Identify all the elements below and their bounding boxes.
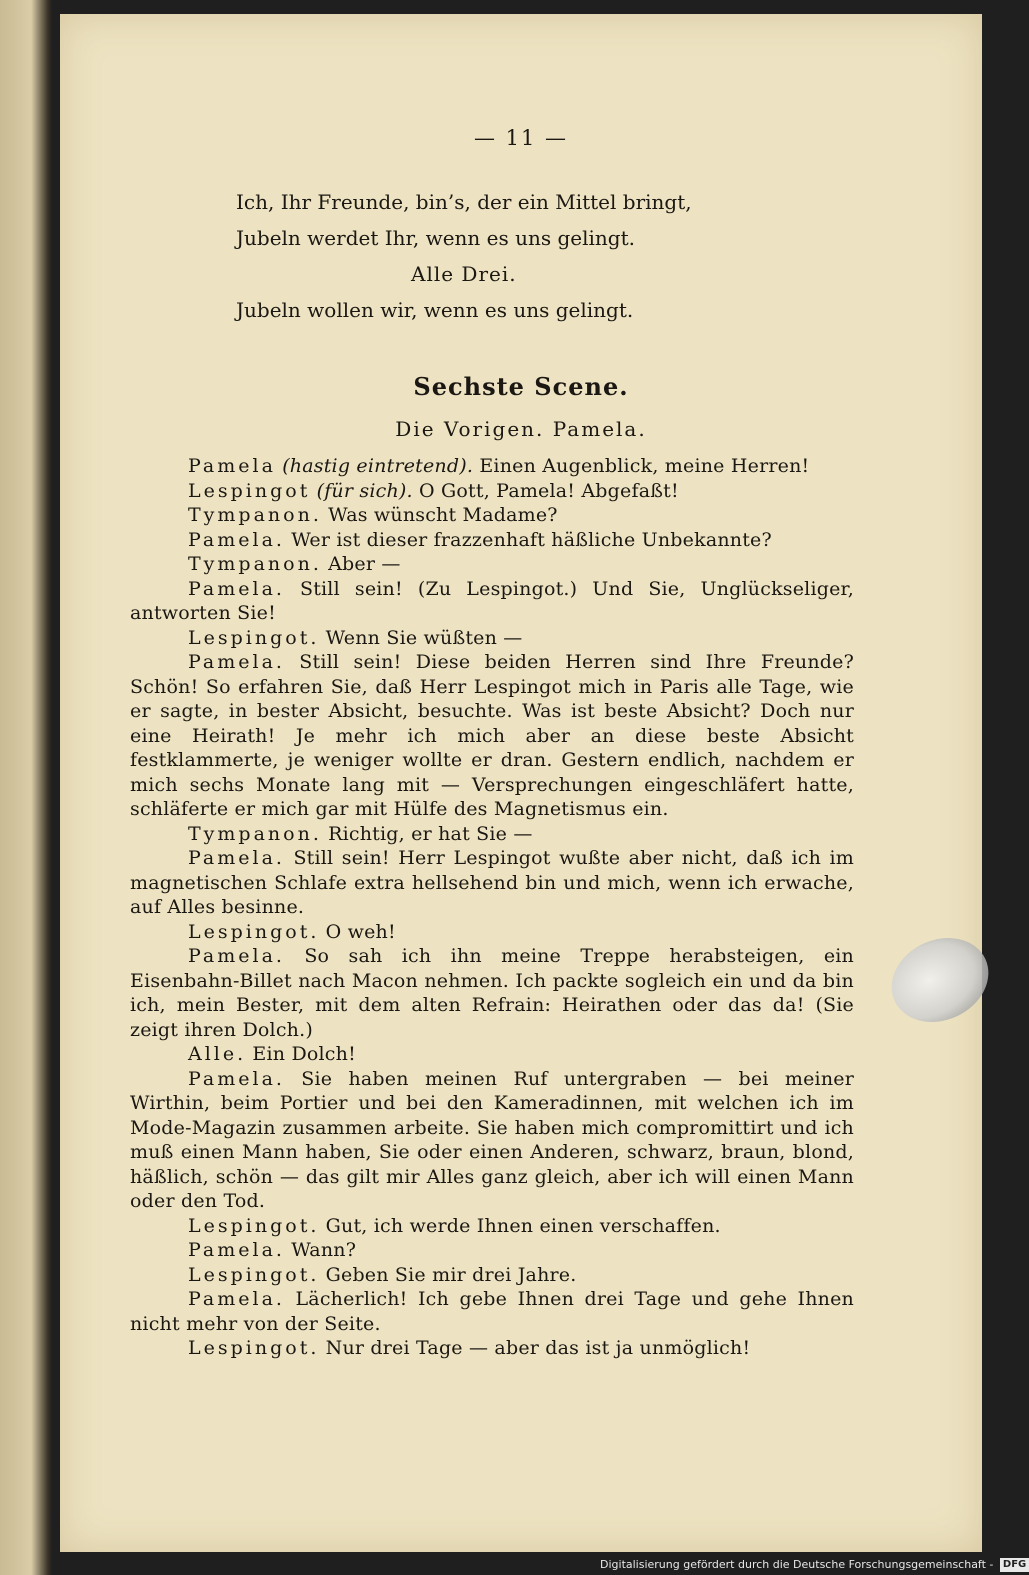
speaker-name: Pamela. bbox=[188, 1288, 285, 1310]
verse-speaker: Alle Drei. bbox=[411, 262, 517, 286]
dialogue-paragraph bbox=[130, 503, 854, 528]
speech-text: Still sein! Herr Lespingot wußte aber nicht, daß ich im magnetischen Schlafe extra hellsehend bin und mich, wenn ich erwache, auf Alles besinne. bbox=[130, 847, 855, 918]
speaker-name: Pamela. bbox=[188, 528, 285, 551]
verse-line: Ich, Ihr Freunde, bin’s, der ein Mittel bringt, bbox=[236, 190, 692, 214]
dialogue-paragraph bbox=[130, 846, 854, 920]
speaker-name: Tympanon. bbox=[188, 822, 322, 845]
speaker-name: Pamela. bbox=[188, 1067, 285, 1090]
speaker-name: Alle. bbox=[188, 1043, 247, 1065]
speaker-name: Lespingot bbox=[188, 479, 311, 502]
speaker-name: Pamela. bbox=[188, 847, 285, 869]
speech-text: Wenn Sie wüßten — bbox=[325, 626, 523, 649]
speaker-name: Tympanon. bbox=[188, 553, 322, 575]
speaker-name: Pamela. bbox=[188, 945, 285, 967]
dialogue-paragraph bbox=[130, 650, 854, 822]
dialogue-paragraph bbox=[130, 552, 854, 577]
dialogue-paragraph bbox=[130, 454, 854, 479]
dialogue-paragraph bbox=[130, 1238, 854, 1263]
speaker-name: Lespingot. bbox=[188, 1263, 320, 1286]
dialogue-block bbox=[130, 454, 854, 1361]
dialogue-paragraph bbox=[130, 626, 854, 651]
speech-text: Geben Sie mir drei Jahre. bbox=[325, 1263, 577, 1286]
page-number: — 11 — bbox=[473, 126, 569, 150]
speaker-name: Pamela bbox=[188, 455, 276, 477]
speaker-name: Lespingot. bbox=[188, 920, 320, 943]
dialogue-paragraph bbox=[130, 577, 854, 626]
stage-direction: (für sich). bbox=[316, 479, 413, 502]
speech-text: Was wünscht Madame? bbox=[328, 504, 558, 526]
dialogue-paragraph bbox=[130, 479, 854, 504]
speaker-name: Lespingot. bbox=[188, 626, 320, 649]
dialogue-paragraph bbox=[130, 1287, 854, 1336]
dialogue-paragraph bbox=[130, 528, 854, 553]
dialogue-paragraph bbox=[130, 1042, 854, 1067]
dialogue-paragraph bbox=[130, 1263, 854, 1288]
speech-text: Wer ist dieser frazzenhaft häßliche Unbekannte? bbox=[291, 528, 772, 551]
speaker-name: Pamela. bbox=[188, 651, 285, 673]
dialogue-paragraph bbox=[130, 1214, 854, 1239]
verse-line: Jubeln werdet Ihr, wenn es uns gelingt. bbox=[236, 226, 636, 250]
cast-line: Die Vorigen. Pamela. bbox=[395, 417, 647, 441]
speech-text: So sah ich ihn meine Treppe herabsteigen, ein Eisenbahn-Billet nach Macon nehmen. Ich packte sogleich ein und da bin ich, mein Bester, mit dem alten Refrain: Heirathen oder das da! (Sie zeigt ihren Dolch.) bbox=[130, 945, 854, 1041]
scene-title: Sechste Scene. bbox=[413, 372, 629, 401]
verse-block bbox=[236, 184, 836, 328]
speech-text: Sie haben meinen Ruf untergraben — bei meiner Wirthin, beim Portier und bei den Kameradinnen, mit welchen ich im Mode-Magazin zusammen arbeite. Sie haben mich compromittirt und ich muß einen Mann haben, Sie oder einen Anderen, schwarz, braun, blond, häßlich, schön — das gilt mir Alles ganz gleich, aber ich will einen Mann oder den Tod. bbox=[130, 1067, 854, 1212]
footer-text: Digitalisierung gefördert durch die Deutsche Forschungsgemeinschaft - bbox=[600, 1558, 994, 1571]
speech-text: Gut, ich werde Ihnen einen verschaffen. bbox=[325, 1214, 721, 1237]
dialogue-paragraph bbox=[130, 822, 854, 847]
speaker-name: Pamela. bbox=[188, 1239, 285, 1261]
verse-line: Jubeln wollen wir, wenn es uns gelingt. bbox=[236, 298, 634, 322]
book-page bbox=[60, 14, 982, 1552]
speech-text: Still sein! (Zu Lespingot.) Und Sie, Unglückseliger, antworten Sie! bbox=[130, 577, 854, 624]
speaker-name: Lespingot. bbox=[188, 1337, 320, 1359]
speech-text: Nur drei Tage — aber das ist ja unmöglich! bbox=[325, 1337, 751, 1359]
dialogue-paragraph bbox=[130, 920, 854, 945]
speech-text: Aber — bbox=[328, 553, 401, 575]
speaker-name: Pamela. bbox=[188, 577, 285, 600]
dialogue-paragraph bbox=[130, 1067, 854, 1214]
speech-text: Wann? bbox=[291, 1239, 357, 1261]
speech-text: Lächerlich! Ich gebe Ihnen drei Tage und gehe Ihnen nicht mehr von der Seite. bbox=[130, 1288, 854, 1335]
speech-text: O weh! bbox=[325, 920, 396, 943]
speech-text: Still sein! Diese beiden Herren sind Ihre Freunde? Schön! So erfahren Sie, daß Herr Lespingot mich in Paris alle Tage, wie er sagte, in bester Absicht, besuchte. Was ist beste Absicht? Doch nur eine Heirath! Je mehr ich mich aber an diese beste Absicht festklammerte, je weniger wollte er dran. Gestern endlich, nachdem er mich sechs Monate lang mit — Versprechungen eingeschläfert hatte, schläferte er mich gar mit Hülfe des Magnetismus ein. bbox=[130, 651, 854, 820]
digitization-footer bbox=[600, 1554, 1027, 1575]
speech-text: O Gott, Pamela! Abgefaßt! bbox=[419, 479, 679, 502]
speech-text: Einen Augenblick, meine Herren! bbox=[479, 455, 810, 477]
stage-direction: (hastig eintretend). bbox=[282, 455, 474, 477]
speech-text: Richtig, er hat Sie — bbox=[328, 822, 533, 845]
speaker-name: Tympanon. bbox=[188, 504, 322, 526]
dialogue-paragraph bbox=[130, 1336, 854, 1361]
dfg-logo: DFG bbox=[1000, 1558, 1029, 1572]
previous-page-edge bbox=[0, 0, 52, 1575]
dialogue-paragraph bbox=[130, 944, 854, 1042]
speaker-name: Lespingot. bbox=[188, 1214, 320, 1237]
speech-text: Ein Dolch! bbox=[252, 1043, 356, 1065]
